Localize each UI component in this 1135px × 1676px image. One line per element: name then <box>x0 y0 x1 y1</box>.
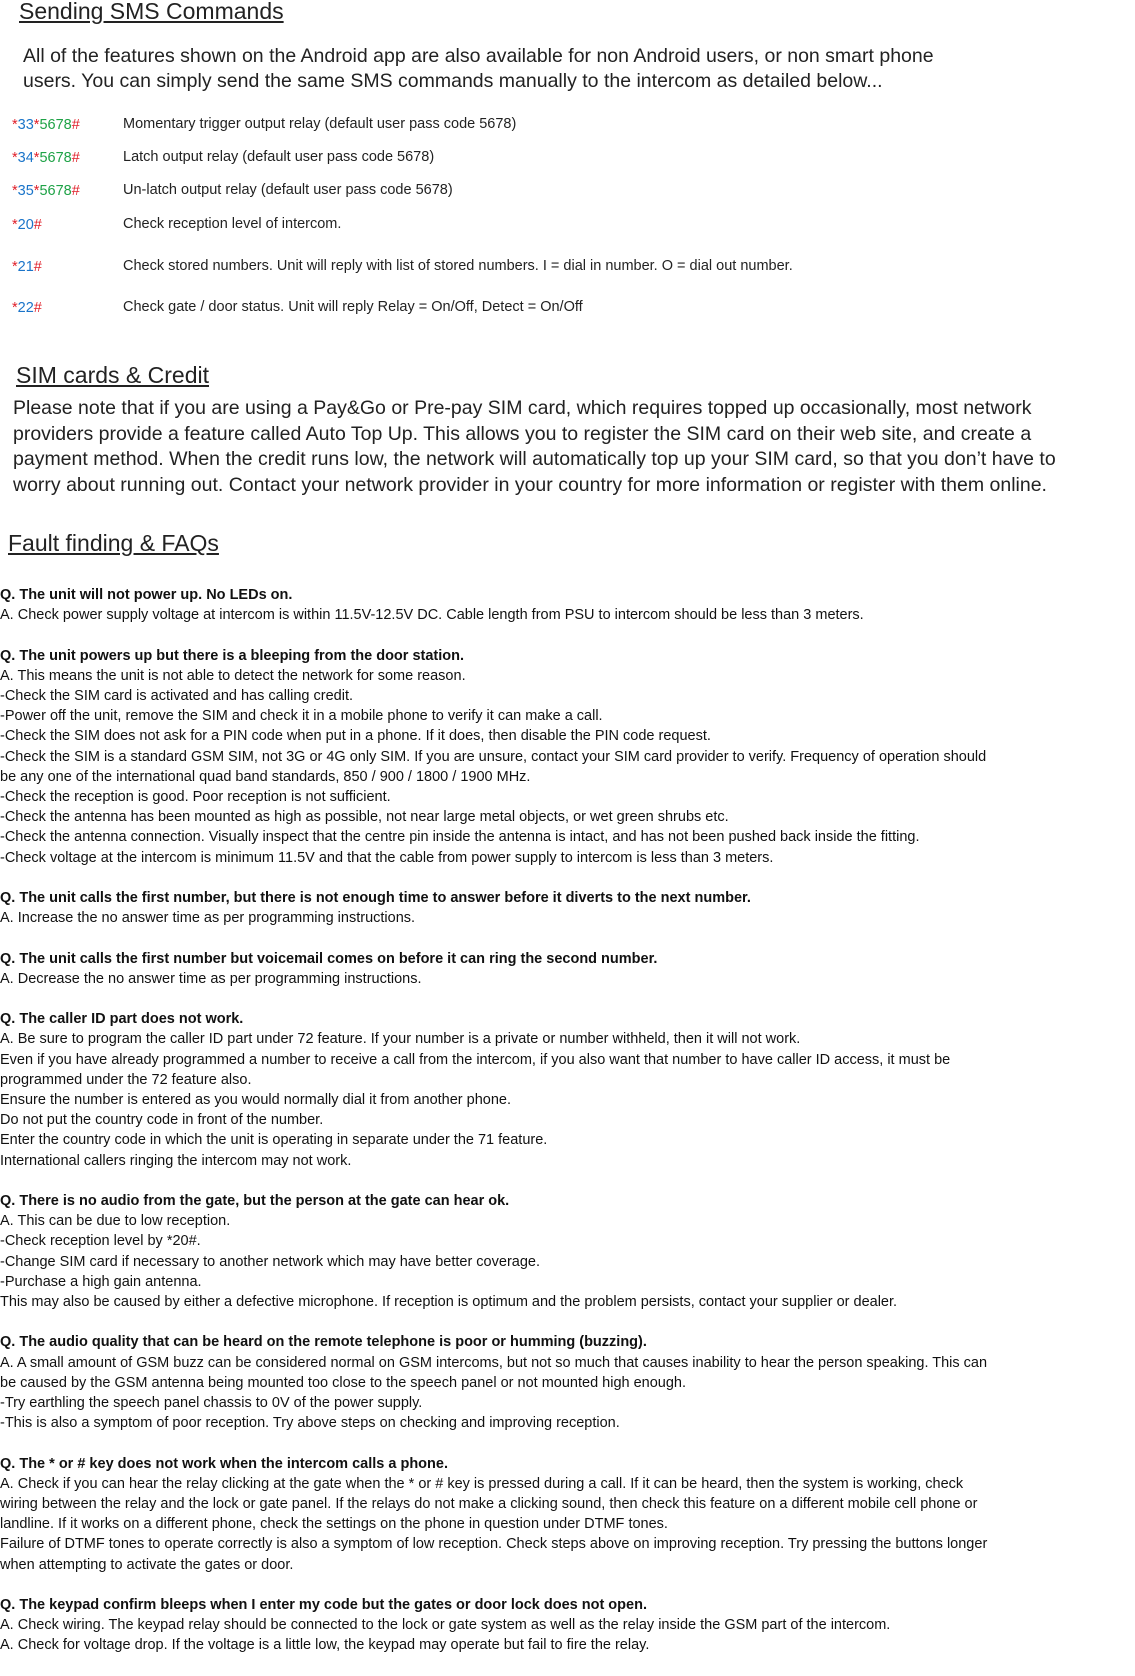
faq-answer-line: -Check the SIM card is activated and has calling credit. <box>0 688 353 704</box>
faq-answer-line: -Try earthling the speech panel chassis to 0V of the power supply. <box>0 1395 423 1412</box>
faq-answer-line: A. Check power supply voltage at intercom is within 11.5V-12.5V DC. Cable length from PSU to intercom should be less than 3 meters. <box>0 607 864 624</box>
sim-text-line: Please note that if you are using a Pay&Go or Pre-pay SIM card, which requires topped up occasionally, most network <box>13 397 1032 419</box>
command-hash: # <box>33 259 42 275</box>
faq-answer <box>0 1353 1135 1434</box>
command-code-22 <box>12 300 42 316</box>
faq-answer <box>0 605 1135 625</box>
faq-answer-line: -Check the SIM is a standard GSM SIM, not 3G or 4G only SIM. If you are unsure, contact your SIM card provider to verify. Frequency of operation should <box>0 748 987 765</box>
command-star: * <box>12 183 18 199</box>
faq-item <box>0 646 1135 868</box>
faq-question: Q. The * or # key does not work when the intercom calls a phone. <box>0 1455 448 1472</box>
faq-answer-line: be caused by the GSM antenna being mounted too close to the speech panel or not mounted high enough. <box>0 1374 687 1391</box>
command-star: * <box>12 217 18 233</box>
command-number: 35 <box>17 183 34 199</box>
faq-answer-line: -Purchase a high gain antenna. <box>0 1273 202 1290</box>
faq-answer-line: wiring between the relay and the lock or gate panel. If the relays do not make a clicking sound, then check this feature on a different mobile cell phone or <box>0 1496 978 1513</box>
command-number: 20 <box>17 217 34 233</box>
command-description: Latch output relay (default user pass code 5678) <box>123 149 435 165</box>
faq-answer-line: -This is also a symptom of poor reception. Try above steps on checking and improving reception. <box>0 1415 620 1432</box>
faq-question: Q. The unit calls the first number, but there is not enough time to answer before it diverts to the next number. <box>0 890 751 907</box>
faq-answer-line: be any one of the international quad band standards, 850 / 900 / 1800 / 1900 MHz. <box>0 768 531 785</box>
faq-answer <box>0 969 1135 989</box>
faq-answer <box>0 1615 1135 1655</box>
sms-intro-line: All of the features shown on the Android app are also available for non Android users, or non smart phone <box>23 45 934 67</box>
faq-item <box>0 888 1135 928</box>
faq-question: Q. The audio quality that can be heard on the remote telephone is poor or humming (buzzing). <box>0 1334 647 1351</box>
faq-answer-line: when attempting to activate the gates or door. <box>0 1556 294 1573</box>
command-star: * <box>33 117 40 133</box>
command-star: * <box>33 183 40 199</box>
command-star: * <box>12 150 18 166</box>
faq-question: Q. The unit powers up but there is a bleeping from the door station. <box>0 647 465 664</box>
command-hash: # <box>33 300 42 316</box>
faq-answer-line: Even if you have already programmed a number to receive a call from the intercom, if you also want that number to have caller ID access, it must be <box>0 1051 951 1068</box>
command-number: 22 <box>17 300 34 316</box>
faq-answer-line: -Power off the unit, remove the SIM and check it in a mobile phone to verify it can make a call. <box>0 708 603 725</box>
faq-answer-line: A. Increase the no answer time as per programming instructions. <box>0 910 416 927</box>
command-description: Momentary trigger output relay (default user pass code 5678) <box>123 116 517 132</box>
sim-text-line: providers provide a feature called Auto Top Up. This allows you to register the SIM card on their web site, and create a <box>13 422 1032 445</box>
faq-answer <box>0 1211 1135 1312</box>
faq-question: Q. There is no audio from the gate, but the person at the gate can hear ok. <box>0 1193 510 1210</box>
faq-answer-line: Failure of DTMF tones to operate correctly is also a symptom of low reception. Check steps above on improving reception. Try pressing the buttons longer <box>0 1536 988 1553</box>
sim-section-title: SIM cards & Credit <box>16 362 209 388</box>
faq-item <box>0 1595 1135 1656</box>
faq-question: Q. The caller ID part does not work. <box>0 1011 244 1028</box>
faq-section-title: Fault finding & FAQs <box>8 530 219 556</box>
command-description: Check stored numbers. Unit will reply with list of stored numbers. I = dial in number. O = dial out number. <box>123 258 793 274</box>
faq-answer <box>0 666 1135 868</box>
command-code-21 <box>12 259 42 275</box>
faq-answer <box>0 1474 1135 1575</box>
faq-item <box>0 949 1135 989</box>
command-star: * <box>12 300 18 316</box>
faq-answer-line: A. Check if you can hear the relay clicking at the gate when the * or # key is pressed during a call. If it can be heard, then the system is working, check <box>0 1475 964 1492</box>
command-code-20 <box>12 217 42 233</box>
faq-answer-line: -Check the antenna has been mounted as high as possible, not near large metal objects, or wet green shrubs etc. <box>0 809 729 826</box>
command-hash: # <box>71 117 80 133</box>
faq-answer-line: A. A small amount of GSM buzz can be considered normal on GSM intercoms, but not so much that causes inability to hear the person speaking. This can <box>0 1354 988 1371</box>
command-description: Check gate / door status. Unit will reply Relay = On/Off, Detect = On/Off <box>123 299 583 315</box>
sim-text-line: worry about running out. Contact your network provider in your country for more information or register with them online. <box>13 473 1047 496</box>
faq-item <box>0 1009 1135 1171</box>
command-number: 33 <box>17 117 34 133</box>
command-code-35 <box>12 183 80 199</box>
command-star: * <box>33 150 40 166</box>
faq-answer-line: -Check reception level by *20#. <box>0 1233 201 1250</box>
faq-question: Q. The unit will not power up. No LEDs on. <box>0 587 293 603</box>
sim-section-body <box>13 396 1056 498</box>
faq-answer-line: landline. If it works on a different phone, check the settings on the phone in question under DTMF tones. <box>0 1516 668 1533</box>
faq-answer-line: A. Decrease the no answer time as per programming instructions. <box>0 970 422 987</box>
sms-section-title: Sending SMS Commands <box>19 0 284 24</box>
faq-answer-line: A. Check for voltage drop. If the voltage is a little low, the keypad may operate but fail to fire the relay. <box>0 1637 650 1654</box>
faq-answer-line: -Check the SIM does not ask for a PIN code when put in a phone. If it does, then disable the PIN code request. <box>0 728 711 745</box>
faq-answer-line: This may also be caused by either a defective microphone. If reception is optimum and the problem persists, contact your supplier or dealer. <box>0 1294 898 1311</box>
faq-item <box>0 585 1135 625</box>
command-code-33 <box>12 117 80 133</box>
faq-answer <box>0 1029 1135 1170</box>
command-description: Un-latch output relay (default user pass code 5678) <box>123 182 453 198</box>
command-hash: # <box>71 183 80 199</box>
faq-answer-line: A. Check wiring. The keypad relay should be connected to the lock or gate system as well as the relay inside the GSM part of the intercom. <box>0 1617 891 1634</box>
faq-answer-line: Do not put the country code in front of the number. <box>0 1112 324 1129</box>
faq-answer <box>0 908 1135 928</box>
command-star: * <box>12 259 18 275</box>
faq-question: Q. The keypad confirm bleeps when I enter my code but the gates or door lock does not open. <box>0 1597 647 1614</box>
faq-item <box>0 1332 1135 1433</box>
command-code-34 <box>12 150 80 166</box>
faq-answer-line: programmed under the 72 feature also. <box>0 1071 252 1088</box>
command-hash: # <box>33 217 42 233</box>
faq-answer-line: -Check the reception is good. Poor reception is not sufficient. <box>0 789 391 806</box>
faq-answer-line: Enter the country code in which the unit is operating in separate under the 71 feature. <box>0 1132 548 1149</box>
faq-answer-line: Ensure the number is entered as you would normally dial it from another phone. <box>0 1092 512 1109</box>
faq-answer-line: A. Be sure to program the caller ID part under 72 feature. If your number is a private or number withheld, then it will not work. <box>0 1031 801 1048</box>
sms-intro-line: users. You can simply send the same SMS commands manually to the intercom as detailed below... <box>23 70 883 92</box>
faq-answer-line: A. This means the unit is not able to detect the network for some reason. <box>0 667 466 684</box>
sim-text-line: payment method. When the credit runs low, the network will automatically top up your SIM card, so that you don’t have to <box>13 448 1056 470</box>
command-passcode: 5678 <box>39 117 72 133</box>
command-passcode: 5678 <box>39 150 72 166</box>
faq-answer-line: -Change SIM card if necessary to another network which may have better coverage. <box>0 1253 540 1270</box>
faq-answer-line: A. This can be due to low reception. <box>0 1213 231 1230</box>
faq-answer-line: International callers ringing the intercom may not work. <box>0 1152 352 1169</box>
command-number: 34 <box>17 150 34 166</box>
command-number: 21 <box>17 259 34 275</box>
command-star: * <box>12 117 18 133</box>
command-hash: # <box>71 150 80 166</box>
sms-intro <box>23 44 934 94</box>
command-description: Check reception level of intercom. <box>123 216 342 232</box>
faq-answer-line: -Check the antenna connection. Visually inspect that the centre pin inside the antenna is intact, and has not been pushed back inside the fitting. <box>0 829 920 846</box>
faq-question: Q. The unit calls the first number but voicemail comes on before it can ring the second number. <box>0 950 658 967</box>
faq-answer-line: -Check voltage at the intercom is minimum 11.5V and that the cable from power supply to intercom is less than 3 meters. <box>0 849 774 866</box>
faq-item <box>0 1191 1135 1312</box>
faq-list <box>0 585 1135 1676</box>
faq-item <box>0 1454 1135 1575</box>
command-passcode: 5678 <box>39 183 72 199</box>
